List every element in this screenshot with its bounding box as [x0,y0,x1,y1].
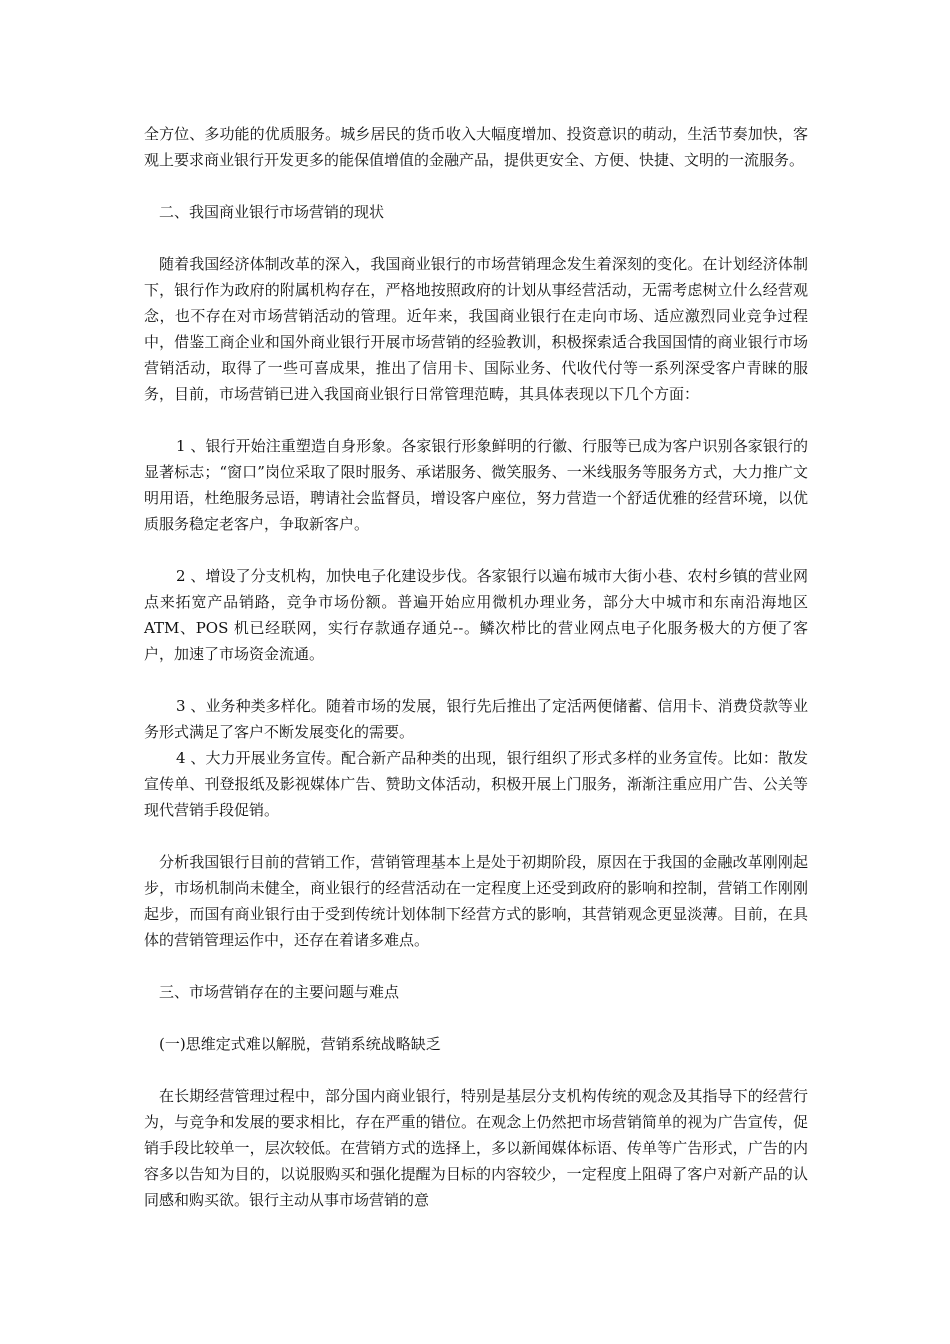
paragraph-spacer [144,173,808,199]
paragraph-spacer [144,1005,808,1031]
document-body [144,121,808,1213]
paragraph-spacer [144,667,808,693]
paragraph-last: 在长期经营管理过程中，部分国内商业银行，特别是基层分支机构传统的观念及其指导下的经营行为，与竞争和发展的要求相比，存在严重的错位。在观念上仍然把市场营销简单的视为广告宣传，促销手段比较单一，层次较低。在营销方式的选择上，多以新闻媒体标语、传单等广告形式，广告的内容多以告知为目的，以说服购买和强化提醒为目标的内容较少，一定程度上阻碍了客户对新产品的认同感和购买欲。银行主动从事市场营销的意 [144,1087,808,1209]
paragraph-status: 随着我国经济体制改革的深入，我国商业银行的市场营销理念发生着深刻的变化。在计划经济体制下，银行作为政府的附属机构存在，严格地按照政府的计划从事经营活动，无需考虑树立什么经营观念，也不存在对市场营销活动的管理。近年来，我国商业银行在走向市场、适应激烈同业竞争过程中，借鉴工商企业和国外商业银行开展市场营销的经验教训，积极探索适合我国国情的商业银行市场营销活动，取得了一些可喜成果，推出了信用卡、国际业务、代收代付等一系列深受客户青睐的服务，目前，市场营销已进入我国商业银行日常管理范畴，其具体表现以下几个方面： [144,255,808,403]
subsection-heading-1: (一)思维定式难以解脱，营销系统战略缺乏 [159,1035,441,1053]
paragraph-analysis: 分析我国银行目前的营销工作，营销管理基本上是处于初期阶段，原因在于我国的金融改革刚刚起步，市场机制尚未健全，商业银行的经营活动在一定程度上还受到政府的影响和控制，营销工作刚刚起步，而国有商业银行由于受到传统计划体制下经营方式的影响，其营销观念更显淡薄。目前，在具体的营销管理运作中，还存在着诸多难点。 [144,853,808,949]
paragraph-spacer [144,823,808,849]
paragraph-spacer [144,225,808,251]
list-item-4: 4 、大力开展业务宣传。配合新产品种类的出现，银行组织了形式多样的业务宣传。比如：散发宣传单、刊登报纸及影视媒体广告、赞助文体活动，积极开展上门服务，渐渐注重应用广告、公关等现代营销手段促销。 [144,749,808,819]
paragraph-spacer [144,953,808,979]
list-item-1: 1 、银行开始注重塑造自身形象。各家银行形象鲜明的行徽、行服等已成为客户识别各家银行的显著标志；“窗口”岗位采取了限时服务、承诺服务、微笑服务、一米线服务等服务方式，大力推广文明用语，杜绝服务忌语，聘请社会监督员，增设客户座位，努力营造一个舒适优雅的经营环境，以优质服务稳定老客户，争取新客户。 [144,437,808,533]
section-heading-2: 二、我国商业银行市场营销的现状 [159,203,385,221]
paragraph-spacer [144,1057,808,1083]
paragraph-spacer [144,407,808,433]
list-item-3: 3 、业务种类多样化。随着市场的发展，银行先后推出了定活两便储蓄、信用卡、消费贷款等业务形式满足了客户不断发展变化的需要。 [144,697,808,741]
section-heading-3: 三、市场营销存在的主要问题与难点 [159,983,400,1001]
paragraph-spacer [144,537,808,563]
paragraph-intro: 全方位、多功能的优质服务。城乡居民的货币收入大幅度增加、投资意识的萌动，生活节奏加快，客观上要求商业银行开发更多的能保值增值的金融产品，提供更安全、方便、快捷、文明的一流服务。 [144,125,808,169]
list-item-2: 2 、增设了分支机构，加快电子化建设步伐。各家银行以遍布城市大街小巷、农村乡镇的营业网点来拓宽产品销路，竞争市场份额。普遍开始应用微机办理业务，部分大中城市和东南沿海地区 ATM、POS 机已经联网，实行存款通存通兑--。鳞次栉比的营业网点电子化服务极大的方便了客户，加速了市场资金流通。 [144,567,808,663]
